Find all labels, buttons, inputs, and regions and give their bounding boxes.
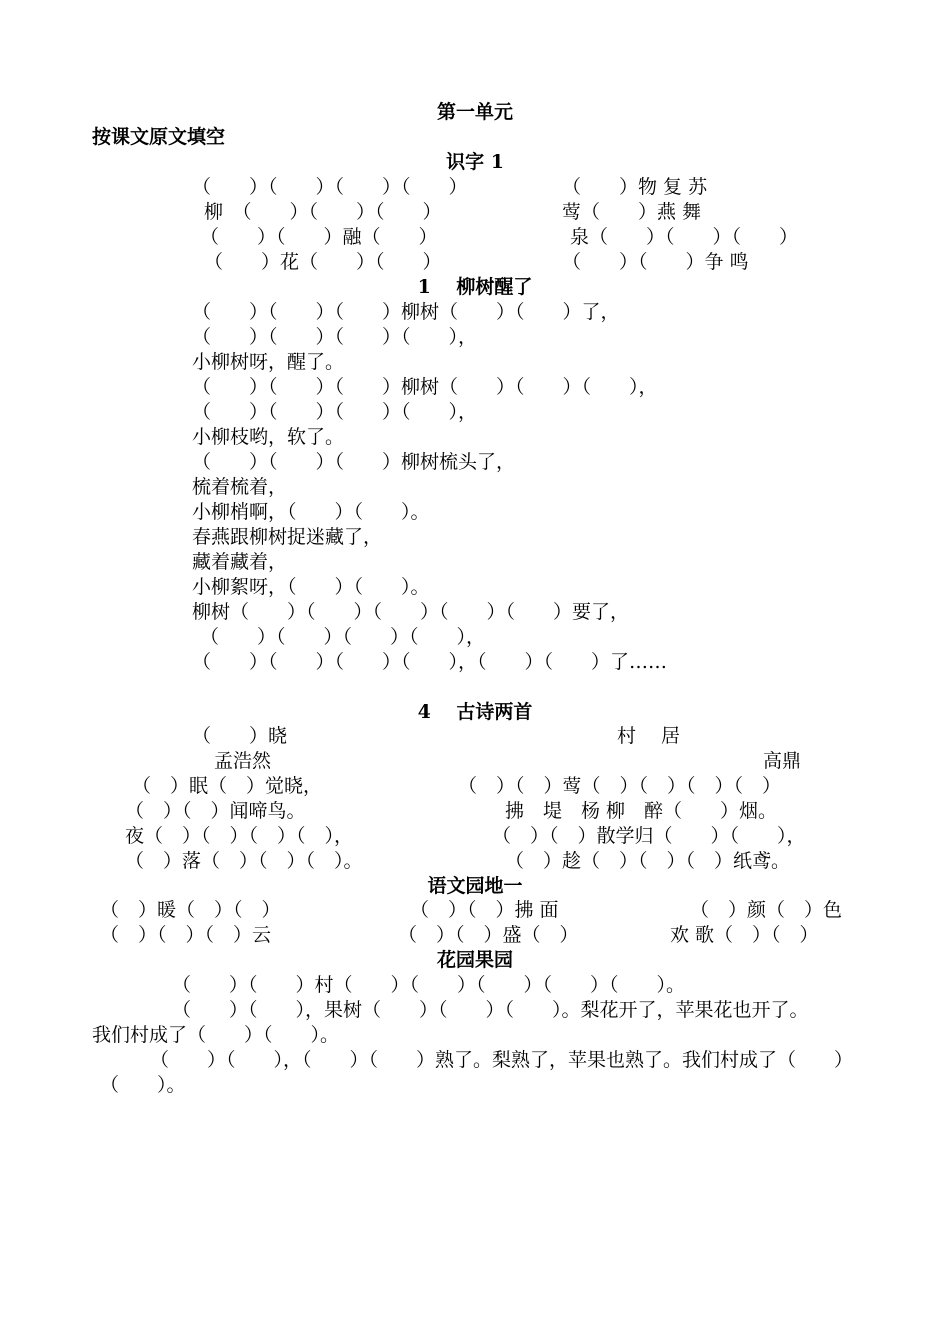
lesson1-line: 藏着藏着， bbox=[192, 551, 288, 573]
unit-title: 第一单元 bbox=[436, 101, 513, 123]
lesson1-line: 柳树（ ）（ ）（ ）（ ）（ ）要了， bbox=[192, 601, 630, 623]
garden-line: （ ）（ ），果树（ ）（ ）（ ）。梨花开了，苹果花也开了。 bbox=[172, 999, 809, 1021]
poem2-line: 拂 堤 杨 柳 醉（ ）烟。 bbox=[505, 800, 778, 822]
shizi1-row4-right: （ ）（ ）争 鸣 bbox=[562, 251, 749, 273]
lesson1-line: （ ）（ ）（ ）柳树（ ）（ ）了， bbox=[192, 301, 620, 323]
garden-line: 我们村成了（ ）（ ）。 bbox=[92, 1024, 340, 1046]
poem2-author: 高鼎 bbox=[763, 750, 802, 772]
yuwenyuan-item: （ ）暖（ ）（ ） bbox=[100, 899, 281, 921]
shizi1-row4-left: （ ）花（ ）（ ） bbox=[204, 251, 442, 273]
yuwenyuan-item: （ ）（ ）盛（ ） bbox=[398, 924, 579, 946]
shizi1-row1-right: （ ）物 复 苏 bbox=[562, 176, 708, 198]
poem2-line: （ ）（ ）散学归（ ）（ ）， bbox=[492, 825, 806, 847]
poem1-line: （ ）（ ）闻啼鸟。 bbox=[125, 800, 306, 822]
poem2-title: 村 居 bbox=[617, 725, 681, 747]
shizi1-row2-right: 莺（ ）燕 舞 bbox=[562, 201, 702, 223]
shizi1-row2-left: 柳 （ ）（ ）（ ） bbox=[204, 201, 442, 223]
instruction: 按课文原文填空 bbox=[92, 126, 226, 148]
lesson1-line: 小柳枝哟，软了。 bbox=[192, 426, 345, 448]
garden-line: （ ）（ ）村（ ）（ ）（ ）（ ）（ ）。 bbox=[172, 974, 686, 996]
lesson1-title: 1 柳树醒了 bbox=[417, 276, 533, 298]
shizi1-row1-left: （ ）（ ）（ ）（ ） bbox=[192, 176, 468, 198]
poem2-line: （ ）（ ）莺（ ）（ ）（ ）（ ） bbox=[458, 775, 782, 797]
shizi1-row3-right: 泉（ ）（ ）（ ） bbox=[570, 226, 799, 248]
yuwenyuan-item: （ ）（ ）（ ）云 bbox=[100, 924, 272, 946]
yuwenyuan-item: （ ）颜（ ）色 bbox=[690, 899, 843, 921]
poem1-author: 孟浩然 bbox=[214, 750, 272, 772]
lesson1-line: （ ）（ ）（ ）（ ），（ ）（ ）了…… bbox=[192, 651, 668, 673]
lesson1-line: 小柳絮呀，（ ）（ ）。 bbox=[192, 576, 430, 598]
lesson1-line: 春燕跟柳树捉迷藏了， bbox=[192, 526, 383, 548]
garden-line: （ ）（ ），（ ）（ ）熟了。梨熟了，苹果也熟了。我们村成了（ ） bbox=[150, 1049, 854, 1071]
shizi1-title: 识字 1 bbox=[446, 151, 504, 173]
poem1-title: （ ）晓 bbox=[192, 725, 288, 747]
lesson1-line: （ ）（ ）（ ）（ ）， bbox=[192, 401, 478, 423]
garden-line: （ ）。 bbox=[100, 1074, 186, 1096]
poem1-line: （ ）眠（ ）觉晓， bbox=[132, 775, 323, 797]
poem2-line: （ ）趁（ ）（ ）（ ）纸鸢。 bbox=[505, 850, 791, 872]
poem1-line: 夜（ ）（ ）（ ）（ ）， bbox=[125, 825, 354, 847]
lesson1-line: （ ）（ ）（ ）（ ）， bbox=[200, 626, 486, 648]
lesson1-line: 小柳梢啊，（ ）（ ）。 bbox=[192, 501, 430, 523]
yuwenyuan-title: 语文园地一 bbox=[427, 875, 523, 897]
lesson1-line: （ ）（ ）（ ）（ ）， bbox=[192, 326, 478, 348]
garden-title: 花园果园 bbox=[436, 949, 513, 971]
lesson1-line: 梳着梳着， bbox=[192, 476, 288, 498]
shizi1-row3-left: （ ）（ ）融（ ） bbox=[200, 226, 438, 248]
yuwenyuan-item: （ ）（ ）拂 面 bbox=[410, 899, 559, 921]
yuwenyuan-item: 欢 歌（ ）（ ） bbox=[670, 924, 819, 946]
lesson4-title: 4 古诗两首 bbox=[417, 701, 533, 723]
poem1-line: （ ）落（ ）（ ）（ ）。 bbox=[125, 850, 363, 872]
lesson1-line: 小柳树呀，醒了。 bbox=[192, 351, 345, 373]
lesson1-line: （ ）（ ）（ ）柳树（ ）（ ）（ ）， bbox=[192, 376, 658, 398]
lesson1-line: （ ）（ ）（ ）柳树梳头了， bbox=[192, 451, 516, 473]
